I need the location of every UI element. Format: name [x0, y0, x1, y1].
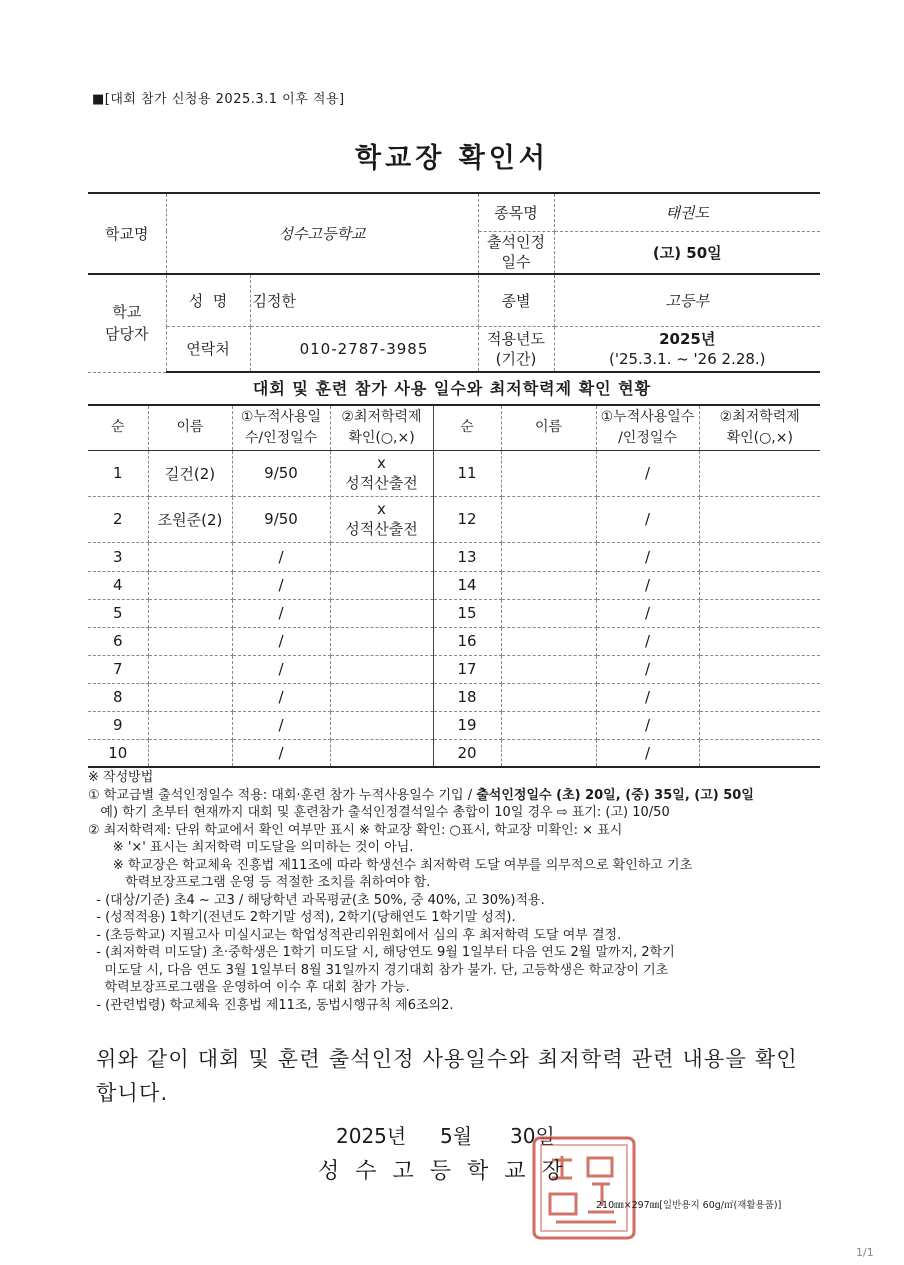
header-seq-right: 순 [433, 405, 501, 450]
header-days-right: ①누적사용일수 /인정일수 [596, 405, 699, 450]
confirmation-statement: 위와 같이 대회 및 훈련 출석인정 사용일수와 최저학력 관련 내용을 확인합니다. [96, 1047, 798, 1105]
document-title: 학교장 확인서 [355, 143, 549, 174]
cell-name [501, 683, 596, 711]
cell-seq: 10 [88, 739, 148, 767]
cell-seq: 12 [433, 496, 501, 542]
header-days-left: ①누적사용일 수/인정일수 [232, 405, 330, 450]
cell-days: / [596, 450, 699, 496]
cell-seq: 2 [88, 496, 148, 542]
cell-seq: 18 [433, 683, 501, 711]
cell-min-check [330, 627, 433, 655]
note-line: 학력보장프로그램 운영 등 적절한 조치를 취하여야 함. [88, 875, 431, 890]
note-line: - (관련법령) 학교체육 진흥법 제11조, 동법시행규칙 제6조의2. [88, 997, 454, 1013]
cell-days: / [232, 739, 330, 767]
note-line: ② 최저학력제: 단위 학교에서 확인 여부만 표시 ※ 학교장 확인: ○표시, 학교장 미확인: × 표시 [88, 822, 623, 838]
cell-min-check [699, 450, 820, 496]
cell-min-check [699, 496, 820, 542]
cell-name [501, 655, 596, 683]
cell-name [501, 450, 596, 496]
cell-seq: 15 [433, 599, 501, 627]
cell-days: / [596, 739, 699, 767]
note-line: 미도달 시, 다음 연도 3월 1일부터 8월 31일까지 경기대회 참가 불가. 단, 고등학생은 학교장이 기초 [88, 962, 669, 978]
cell-min-check [699, 655, 820, 683]
school-signature: 성수고등학교장 [318, 1159, 579, 1184]
note-line: ① 학교급별 출석인정일수 적용: 대회·훈련 참가 누적사용일수 기입 / 출석인정일수 (초) 20일, (중) 35일, (고) 50일 [88, 787, 754, 803]
cell-days: / [596, 599, 699, 627]
header-name-left: 이름 [148, 405, 232, 450]
contact-value: 010-2787-3985 [250, 326, 478, 372]
cell-seq: 4 [88, 571, 148, 599]
cell-seq: 5 [88, 599, 148, 627]
notes-heading: ※ 작성방법 [88, 770, 154, 785]
roster-table [88, 404, 820, 768]
event-value: 태권도 [554, 193, 820, 231]
table-row [88, 655, 820, 683]
attendance-value: (고) 50일 [554, 231, 820, 274]
attendance-label: 출석인정 일수 [478, 231, 554, 274]
cell-days: 9/50 [232, 496, 330, 542]
paper-note: 210㎜×297㎜[일반용지 60g/㎡(재활용품)] [596, 1200, 782, 1211]
category-value: 고등부 [554, 274, 820, 326]
info-table [88, 192, 820, 373]
school-value: 성수고등학교 [166, 193, 478, 274]
cell-seq: 20 [433, 739, 501, 767]
cell-name [148, 627, 232, 655]
cell-seq: 19 [433, 711, 501, 739]
cell-name [501, 571, 596, 599]
cell-min-check: x 성적산출전 [330, 496, 433, 542]
cell-seq: 6 [88, 627, 148, 655]
table-row [88, 627, 820, 655]
header-min-left: ②최저학력제 확인(○,×) [330, 405, 433, 450]
cell-seq: 16 [433, 627, 501, 655]
manager-label: 학교 담당자 [88, 274, 166, 372]
cell-days: / [232, 599, 330, 627]
cell-seq: 9 [88, 711, 148, 739]
cell-name [148, 599, 232, 627]
cell-seq: 17 [433, 655, 501, 683]
cell-seq: 8 [88, 683, 148, 711]
cell-min-check [699, 739, 820, 767]
date-month: 5월 [440, 1124, 473, 1148]
cell-min-check [699, 711, 820, 739]
note-line: - (초등학교) 지필고사 미실시교는 학업성적관리위원회에서 심의 후 최저학력 도달 여부 결정. [88, 927, 622, 943]
cell-days: / [596, 496, 699, 542]
cell-name: 조원준(2) [148, 496, 232, 542]
cell-min-check [330, 683, 433, 711]
cell-seq: 1 [88, 450, 148, 496]
cell-name [148, 739, 232, 767]
cell-min-check [699, 571, 820, 599]
table-row [88, 711, 820, 739]
event-label: 종목명 [478, 193, 554, 231]
cell-name [501, 627, 596, 655]
cell-days: / [232, 683, 330, 711]
period-value: ('25.3.1. ~ '26 2.28.) [608, 349, 766, 368]
header-name-right: 이름 [501, 405, 596, 450]
cell-days: 9/50 [232, 450, 330, 496]
note-line: - (대상/기준) 초4 ~ 고3 / 해당학년 과목평균(초 50%, 중 40%, 고 30%)적용. [88, 892, 545, 908]
cell-days: / [232, 627, 330, 655]
header-note: ■[대회 참가 신청용 2025.3.1 이후 적용] [92, 92, 345, 107]
cell-min-check [699, 542, 820, 571]
year-cell [554, 326, 820, 372]
cell-name [148, 655, 232, 683]
note-line: - (최저학력 미도달) 초·중학생은 1학기 미도달 시, 해당연도 9월 1일부터 다음 연도 2월 말까지, 2학기 [88, 945, 675, 960]
cell-min-check: x 성적산출전 [330, 450, 433, 496]
page-number: 1/1 [856, 1246, 874, 1259]
cell-min-check [330, 655, 433, 683]
cell-seq: 7 [88, 655, 148, 683]
table-row [88, 571, 820, 599]
cell-name: 길건(2) [148, 450, 232, 496]
cell-name [148, 542, 232, 571]
table-row [88, 496, 820, 542]
cell-days: / [596, 711, 699, 739]
cell-seq: 11 [433, 450, 501, 496]
table-row [88, 542, 820, 571]
cell-days: / [596, 627, 699, 655]
cell-name [501, 711, 596, 739]
roster-header-row [88, 405, 820, 450]
cell-name [148, 683, 232, 711]
cell-days: / [596, 683, 699, 711]
category-label: 종별 [478, 274, 554, 326]
cell-name [501, 496, 596, 542]
year-value: 2025년 [659, 329, 716, 348]
school-seal [528, 1132, 640, 1244]
cell-min-check [330, 711, 433, 739]
school-label: 학교명 [88, 193, 166, 274]
year-label: 적용년도 (기간) [478, 326, 554, 372]
note-line: - (성적적용) 1학기(전년도 2학기말 성적), 2학기(당해연도 1학기말 성적). [88, 910, 516, 925]
cell-min-check [699, 683, 820, 711]
cell-name [148, 711, 232, 739]
header-seq-left: 순 [88, 405, 148, 450]
note-line: 예) 학기 초부터 현재까지 대회 및 훈련참가 출석인정결석일수 총합이 10일 경우 ⇨ 표기: (고) 10/50 [88, 805, 670, 820]
cell-min-check [699, 599, 820, 627]
cell-name [501, 599, 596, 627]
table-row [88, 683, 820, 711]
cell-days: / [232, 542, 330, 571]
cell-days: / [232, 655, 330, 683]
cell-seq: 14 [433, 571, 501, 599]
cell-days: / [232, 711, 330, 739]
cell-days: / [596, 655, 699, 683]
section-title: 대회 및 훈련 참가 사용 일수와 최저학력제 확인 현황 [252, 379, 652, 398]
note-line: ※ '×' 표시는 최저학력 미도달을 의미하는 것이 아님. [88, 840, 414, 855]
cell-seq: 3 [88, 542, 148, 571]
cell-days: / [232, 571, 330, 599]
cell-min-check [330, 542, 433, 571]
contact-label: 연락처 [166, 326, 250, 372]
note-line: 학력보장프로그램을 운영하여 이수 후 대회 참가 가능. [88, 980, 410, 995]
cell-seq: 13 [433, 542, 501, 571]
table-row [88, 599, 820, 627]
cell-name [501, 542, 596, 571]
date-day: 30일 [510, 1124, 555, 1148]
name-label: 성 명 [166, 274, 250, 326]
name-value: 김정한 [250, 274, 478, 326]
table-row [88, 739, 820, 767]
cell-days: / [596, 571, 699, 599]
header-min-right: ②최저학력제 확인(○,×) [699, 405, 820, 450]
writing-instructions [88, 769, 828, 1014]
note-line: ※ 학교장은 학교체육 진흥법 제11조에 따라 학생선수 최저학력 도달 여부를 의무적으로 확인하고 기초 [88, 857, 693, 873]
cell-name [148, 571, 232, 599]
cell-min-check [699, 627, 820, 655]
cell-name [501, 739, 596, 767]
cell-min-check [330, 571, 433, 599]
date-year: 2025년 [336, 1124, 407, 1148]
cell-min-check [330, 739, 433, 767]
cell-days: / [596, 542, 699, 571]
cell-min-check [330, 599, 433, 627]
table-row [88, 450, 820, 496]
